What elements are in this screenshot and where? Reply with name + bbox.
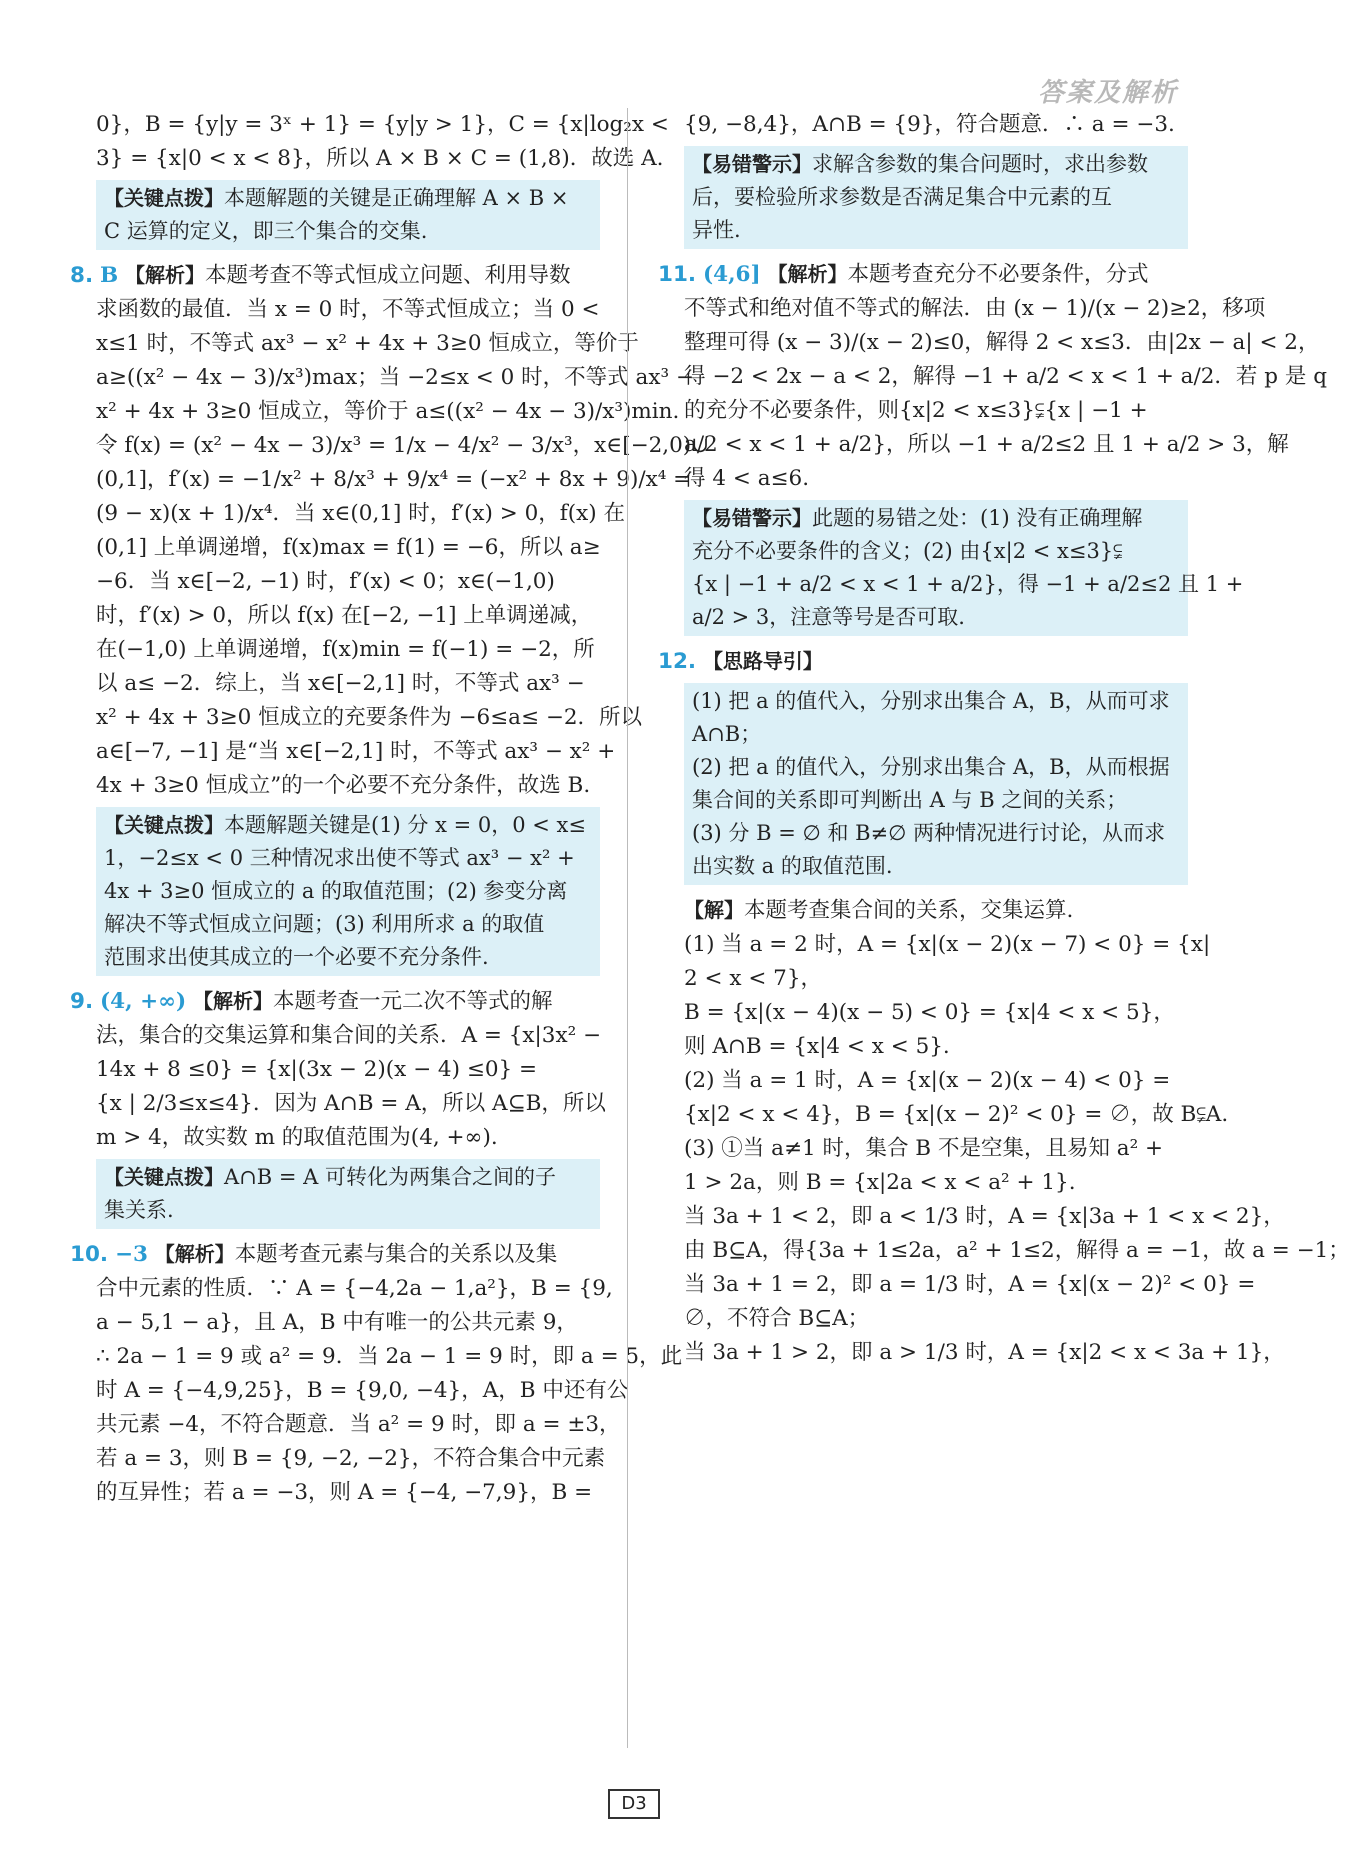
line-text: 此题的易错之处：(1) 没有正确理解	[812, 506, 1143, 530]
header-title: 答案及解析	[1037, 78, 1178, 108]
section-tag: 【关键点拨】	[104, 1165, 224, 1189]
line-text: 2 < x < 7}，	[684, 966, 823, 991]
line-text: m > 4，故实数 m 的取值范围为(4, +∞).	[96, 1125, 498, 1150]
section-tag: 【易错警示】	[692, 506, 812, 530]
line-text: 集合间的关系即可判断出 A 与 B 之间的关系；	[692, 788, 1128, 812]
text-line	[684, 360, 1327, 394]
text-line	[684, 1336, 1285, 1370]
text-line	[684, 1064, 1188, 1098]
line-text: (3) ①当 a≠1 时，集合 B 不是空集，且易知 a² +	[684, 1136, 1164, 1161]
text-line	[692, 784, 1180, 817]
text-line	[104, 182, 592, 215]
text-line	[96, 463, 692, 497]
question-answer: −3	[114, 1242, 148, 1267]
question-answer: (4, +∞)	[99, 989, 187, 1014]
text-line	[692, 817, 1180, 850]
text-line	[684, 292, 1266, 326]
text-line	[104, 941, 592, 974]
text-line	[96, 1087, 606, 1121]
line-text: 当 3a + 1 = 2，即 a = 1/3 时，A = {x|(x − 2)² < 0} =	[684, 1272, 1256, 1297]
line-text: 得 4 < a≤6.	[684, 466, 810, 491]
line-text: 当 3a + 1 < 2，即 a < 1/3 时，A = {x|3a + 1 < x < 2}，	[684, 1204, 1285, 1229]
section-tag: 【解析】	[154, 1242, 235, 1266]
text-line	[104, 908, 592, 941]
text-line	[684, 394, 1188, 428]
text-line	[658, 644, 1188, 679]
text-line	[96, 1019, 600, 1053]
line-text: a≥((x² − 4x − 3)/x³)max；当 −2≤x < 0 时，不等式 ax³ −	[96, 365, 694, 390]
line-text: 若 a = 3，则 B = {9, −2, −2}，不符合集合中元素	[96, 1446, 606, 1471]
text-line	[96, 1053, 600, 1087]
text-line	[96, 293, 600, 327]
text-line	[684, 928, 1211, 962]
line-text: a/2 > 3，注意等号是否可取.	[692, 605, 965, 629]
line-text: 的互异性；若 a = −3，则 A = {−4, −7,9}，B =	[96, 1480, 593, 1505]
line-text: 当 3a + 1 > 2，即 a > 1/3 时，A = {x|2 < x < 3a + 1}，	[684, 1340, 1285, 1365]
line-text: 0}，B = {y|y = 3ˣ + 1} = {y|y > 1}，C = {x|log₂x <	[96, 112, 669, 137]
text-line	[692, 751, 1180, 784]
text-line	[96, 1476, 600, 1510]
line-text: 解决不等式恒成立问题；(3) 利用所求 a 的取值	[104, 912, 545, 936]
text-line	[70, 984, 600, 1019]
line-text: 以 a≤ −2．综上，当 x∈[−2,1] 时，不等式 ax³ −	[96, 671, 585, 696]
line-text: 时，f′(x) > 0，所以 f(x) 在[−2, −1] 上单调递减，	[96, 603, 593, 628]
text-line	[692, 502, 1180, 535]
line-text: 本题解题关键是(1) 分 x = 0，0 < x≤	[224, 813, 586, 837]
line-text: 后，要检验所求参数是否满足集合中元素的互	[692, 185, 1112, 209]
section-tag: 【关键点拨】	[104, 186, 224, 210]
line-text: {9, −8,4}，A∩B = {9}，符合题意．∴ a = −3.	[684, 112, 1175, 137]
column-divider	[627, 108, 628, 1748]
text-line	[684, 428, 1289, 462]
text-line	[96, 599, 600, 633]
text-line	[96, 565, 600, 599]
text-line	[96, 1408, 621, 1442]
text-line	[96, 1442, 606, 1476]
text-line	[96, 429, 710, 463]
section-tag: 【解】	[684, 898, 744, 922]
text-line	[692, 685, 1180, 718]
line-text: B = {x|(x − 4)(x − 5) < 0} = {x|4 < x < 5}，	[684, 1000, 1175, 1025]
text-line	[96, 108, 669, 142]
line-text: (0,1] 上单调递增，f(x)max = f(1) = −6，所以 a≥	[96, 535, 601, 560]
question-number: 8.	[70, 263, 94, 288]
section-tag: 【关键点拨】	[104, 813, 224, 837]
line-text: C 运算的定义，即三个集合的交集.	[104, 219, 428, 243]
highlight-box	[96, 807, 600, 976]
text-line	[70, 258, 600, 293]
right-column	[658, 108, 1350, 1370]
line-text: 求函数的最值．当 x = 0 时，不等式恒成立；当 0 <	[96, 297, 600, 322]
line-text: A∩B = A 可转化为两集合之间的子	[224, 1165, 556, 1189]
line-text: 得 −2 < 2x − a < 2，解得 −1 + a/2 < x < 1 + a/2．若 p 是 q	[684, 364, 1327, 389]
text-line	[96, 667, 600, 701]
line-text: 在(−1,0) 上单调递增，f(x)min = f(−1) = −2，所	[96, 637, 595, 662]
text-line	[104, 1161, 592, 1194]
section-tag: 【解析】	[193, 989, 274, 1013]
section-tag: 【思路导引】	[702, 649, 823, 673]
line-text: 令 f(x) = (x² − 4x − 3)/x³ = 1/x − 4/x² − 3/x³，x∈[−2,0)∪	[96, 433, 710, 458]
line-text: x≤1 时，不等式 ax³ − x² + 4x + 3≥0 恒成立，等价于	[96, 331, 639, 356]
line-text: 整理可得 (x − 3)/(x − 2)≤0，解得 2 < x≤3．由|2x − a| < 2，	[684, 330, 1320, 355]
line-text: x² + 4x + 3≥0 恒成立，等价于 a≤((x² − 4x − 3)/x³)min.	[96, 399, 680, 424]
text-line	[684, 893, 1188, 928]
line-text: a∈[−7, −1] 是“当 x∈[−2,1] 时，不等式 ax³ − x² +	[96, 739, 616, 764]
text-line	[692, 535, 1180, 568]
line-text: (0,1]，f′(x) = −1/x² + 8/x³ + 9/x⁴ = (−x² + 8x + 9)/x⁴ =	[96, 467, 692, 492]
text-line	[104, 875, 592, 908]
page-number: D3	[608, 1789, 660, 1819]
text-line	[684, 1302, 1188, 1336]
line-text: 本题考查一元二次不等式的解	[273, 989, 553, 1014]
text-line	[104, 215, 592, 248]
text-line	[96, 531, 600, 565]
line-text: 3} = {x|0 < x < 8}，所以 A × B × C = (1,8)．故选 A.	[96, 146, 664, 171]
text-line	[96, 1340, 683, 1374]
line-text: {x|2 < x < 4}，B = {x|(x − 2)² < 0} = ∅，故 B⫋A.	[684, 1102, 1229, 1127]
text-line	[684, 1268, 1256, 1302]
highlight-box	[684, 146, 1188, 249]
text-line	[684, 1166, 1188, 1200]
line-text: 1 > 2a，则 B = {x|2a < x < a² + 1}.	[684, 1170, 1076, 1195]
text-line	[692, 181, 1180, 214]
line-text: ∴ 2a − 1 = 9 或 a² = 9．当 2a − 1 = 9 时，即 a = 5，此	[96, 1344, 683, 1369]
text-line	[692, 148, 1180, 181]
text-line	[684, 1200, 1285, 1234]
line-text: (9 − x)(x + 1)/x⁴．当 x∈(0,1] 时，f′(x) > 0，f(x) 在	[96, 501, 625, 526]
line-text: 出实数 a 的取值范围.	[692, 854, 893, 878]
text-line	[684, 326, 1320, 360]
question-answer: (4,6]	[702, 262, 761, 287]
text-line	[96, 361, 694, 395]
text-line	[96, 497, 625, 531]
text-line	[104, 1194, 592, 1227]
line-text: 的充分不必要条件，则{x|2 < x≤3}⫋{x | −1 +	[684, 398, 1148, 423]
question-number: 11.	[658, 262, 697, 287]
line-text: a − 5,1 − a}，且 A，B 中有唯一的公共元素 9，	[96, 1310, 578, 1335]
text-line	[96, 1306, 600, 1340]
line-text: −6．当 x∈[−2, −1) 时，f′(x) < 0；x∈(−1,0)	[96, 569, 555, 594]
text-line	[70, 1237, 600, 1272]
text-line	[96, 395, 680, 429]
text-line	[96, 769, 600, 803]
line-text: 本题考查充分不必要条件，分式	[847, 262, 1149, 287]
text-line	[96, 633, 600, 667]
text-line	[96, 327, 639, 361]
text-line	[96, 1272, 613, 1306]
line-text: 求解含参数的集合问题时，求出参数	[812, 152, 1148, 176]
line-text: {x | −1 + a/2 < x < 1 + a/2}，得 −1 + a/2≤2 且 1 +	[692, 572, 1244, 596]
question-number: 12.	[658, 649, 697, 674]
line-text: A∩B；	[692, 722, 762, 746]
line-text: 异性.	[692, 218, 741, 242]
line-text: ∅，不符合 B⊆A；	[684, 1306, 870, 1331]
line-text: 本题考查不等式恒成立问题、利用导数	[205, 263, 571, 288]
text-line	[684, 1098, 1229, 1132]
line-text: (2) 当 a = 1 时，A = {x|(x − 2)(x − 4) < 0} =	[684, 1068, 1171, 1093]
line-text: (1) 把 a 的值代入，分别求出集合 A，B，从而可求	[692, 689, 1170, 713]
line-text: 本题考查元素与集合的关系以及集	[234, 1242, 558, 1267]
line-text: 集关系.	[104, 1198, 174, 1222]
text-line	[96, 735, 616, 769]
question-answer: B	[99, 263, 119, 288]
line-text: 则 A∩B = {x|4 < x < 5}.	[684, 1034, 950, 1059]
text-line	[692, 568, 1244, 601]
line-text: 合中元素的性质．∵ A = {−4,2a − 1,a²}，B = {9,	[96, 1276, 613, 1301]
line-text: (1) 当 a = 2 时，A = {x|(x − 2)(x − 7) < 0} = {x|	[684, 932, 1211, 957]
section-tag: 【解析】	[767, 262, 848, 286]
text-line	[96, 701, 643, 735]
line-text: x² + 4x + 3≥0 恒成立的充要条件为 −6≤a≤ −2．所以	[96, 705, 643, 730]
text-line	[96, 142, 664, 176]
text-line	[684, 462, 1188, 496]
line-text: 共元素 −4，不符合题意．当 a² = 9 时，即 a = ±3，	[96, 1412, 621, 1437]
text-line	[684, 996, 1188, 1030]
question-number: 10.	[70, 1242, 109, 1267]
text-line	[684, 1030, 1188, 1064]
line-text: 本题解题的关键是正确理解 A × B ×	[224, 186, 569, 210]
line-text: 法，集合的交集运算和集合间的关系．A = {x|3x² −	[96, 1023, 602, 1048]
text-line	[684, 962, 1188, 996]
line-text: 时 A = {−4,9,25}，B = {9,0, −4}，A，B 中还有公	[96, 1378, 629, 1403]
text-line	[104, 842, 592, 875]
line-text: 由 B⊆A，得{3a + 1≤2a，a² + 1≤2，解得 a = −1，故 a = −1；	[684, 1238, 1350, 1263]
line-text: 不等式和绝对值不等式的解法．由 (x − 1)/(x − 2)≥2，移项	[684, 296, 1266, 321]
line-text: a/2 < x < 1 + a/2}，所以 −1 + a/2≤2 且 1 + a/2 > 3，解	[684, 432, 1289, 457]
line-text: (2) 把 a 的值代入，分别求出集合 A，B，从而根据	[692, 755, 1170, 779]
text-line	[692, 601, 1180, 634]
highlight-box	[684, 500, 1244, 636]
line-text: (3) 分 B = ∅ 和 B≠∅ 两种情况进行讨论，从而求	[692, 821, 1166, 845]
highlight-box	[96, 1159, 600, 1229]
question-number: 9.	[70, 989, 94, 1014]
text-line	[684, 1132, 1188, 1166]
line-text: 14x + 8 ≤0} = {x|(3x − 2)(x − 4) ≤0} =	[96, 1057, 538, 1082]
text-line	[692, 214, 1180, 247]
line-text: 范围求出使其成立的一个必要不充分条件.	[104, 945, 489, 969]
line-text: 1，−2≤x < 0 三种情况求出使不等式 ax³ − x² +	[104, 846, 575, 870]
text-line	[104, 809, 592, 842]
line-text: 4x + 3≥0 恒成立的 a 的取值范围；(2) 参变分离	[104, 879, 568, 903]
text-line	[96, 1121, 600, 1155]
section-tag: 【易错警示】	[692, 152, 812, 176]
text-line	[692, 850, 1180, 883]
text-line	[658, 257, 1188, 292]
text-line	[692, 718, 1180, 751]
text-line	[96, 1374, 629, 1408]
highlight-box	[96, 180, 600, 250]
line-text: 本题考查集合间的关系，交集运算.	[744, 898, 1074, 923]
text-line	[684, 1234, 1350, 1268]
highlight-box	[684, 683, 1188, 885]
line-text: 4x + 3≥0 恒成立”的一个必要不充分条件，故选 B.	[96, 773, 591, 798]
text-line	[684, 108, 1188, 142]
section-tag: 【解析】	[125, 263, 206, 287]
line-text: 充分不必要条件的含义；(2) 由{x|2 < x≤3}⫋	[692, 539, 1123, 563]
line-text: {x | 2/3≤x≤4}．因为 A∩B = A，所以 A⊆B，所以	[96, 1091, 606, 1116]
